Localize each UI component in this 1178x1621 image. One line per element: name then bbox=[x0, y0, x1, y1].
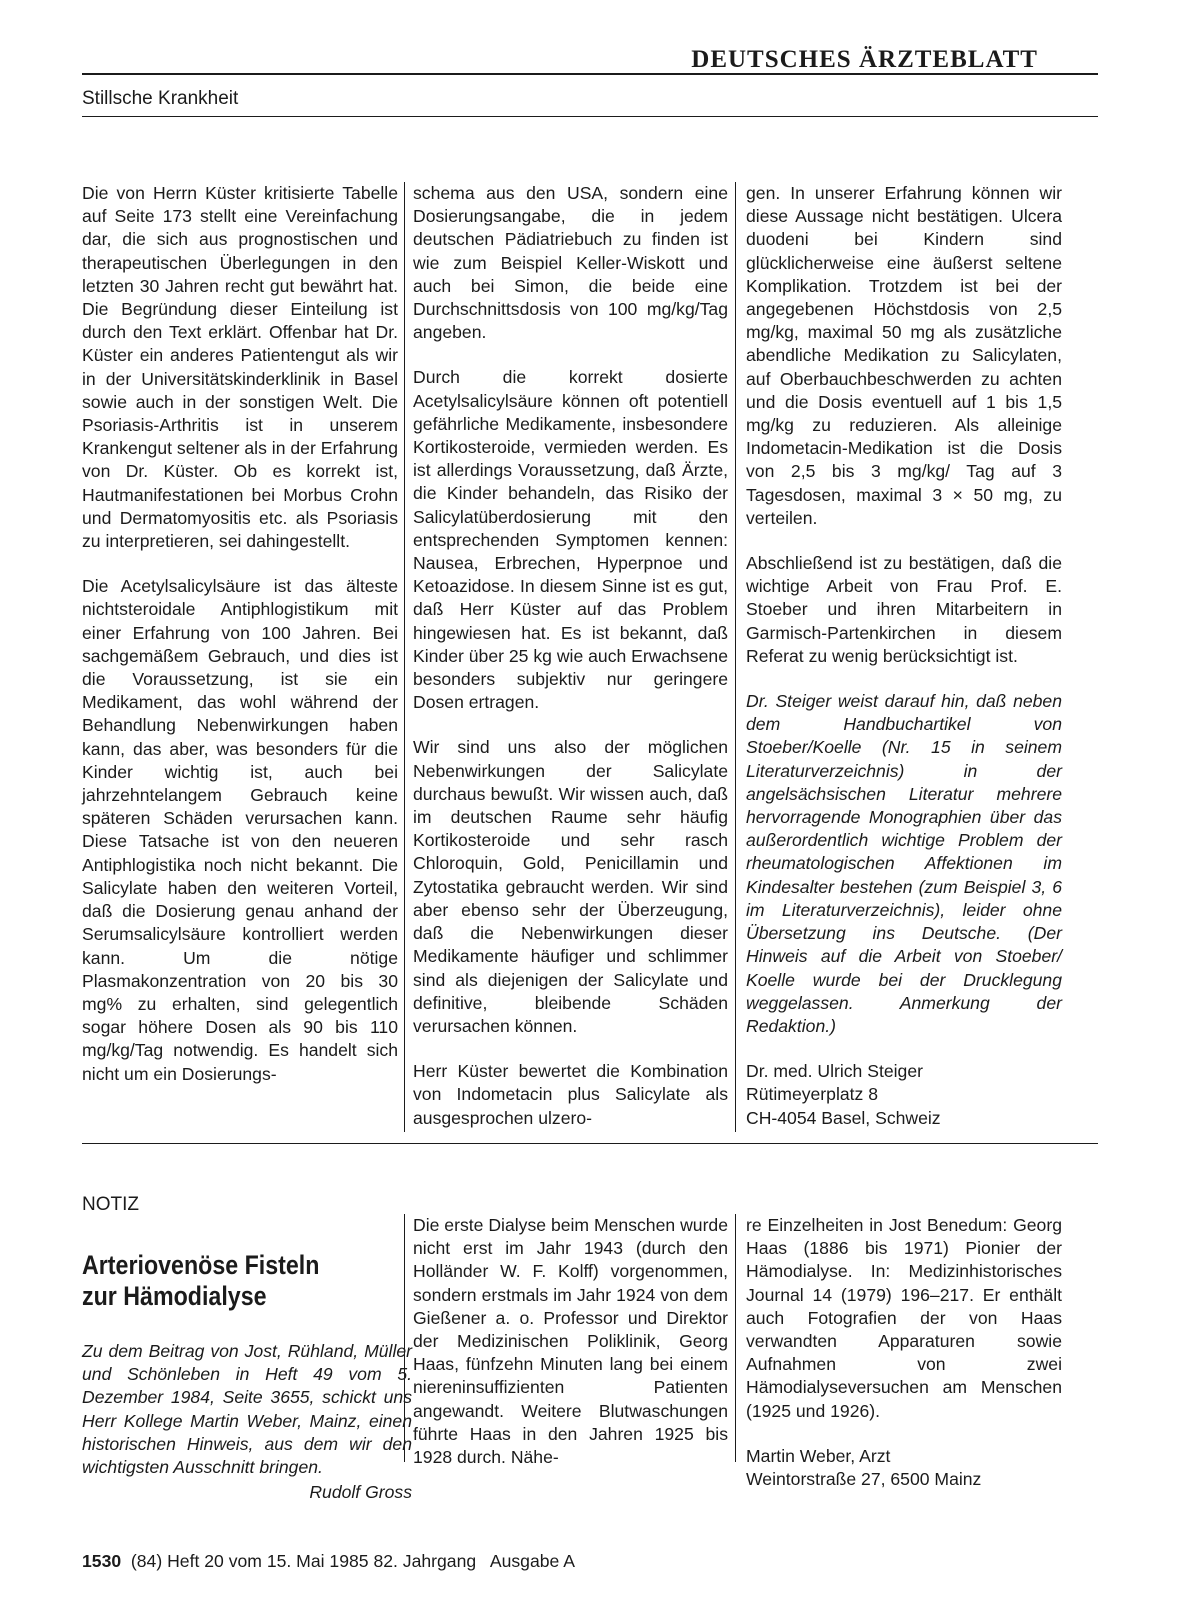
paragraph: Die erste Dialyse beim Menschen wurde nicht erst im Jahr 1943 (durch den Holländer W. F. Kolff) vorgenommen, sondern erstmals im Jahr 1924 von dem Gießener a. o. Professor und Direktor der Medizinischen Poliklinik, Georg Haas, fünfzehn Minuten lang bei einem niereninsuffizienten Patienten angewandt. Weitere Blutwaschungen führte Haas in den Jahren 1925 bis 1928 durch. Nähe- bbox=[413, 1215, 728, 1468]
signature-line: Martin Weber, Arzt bbox=[746, 1445, 891, 1466]
paragraph: Herr Küster bewertet die Kombination von Indometacin plus Salicylate als ausgesprochen ulzero- bbox=[413, 1061, 728, 1128]
masthead-rule bbox=[82, 73, 1098, 75]
section-rule bbox=[82, 116, 1098, 117]
paragraph: schema aus den USA, sondern eine Dosierungsangabe, die in jedem deutschen Pädiatriebuch zu finden ist wie zum Beispiel Keller-Wiskott und auch bei Simon, die beide eine Durchschnittsdosis von 100 mg/kg/Tag angeben. bbox=[413, 183, 728, 343]
headline-line: Arteriovenöse Fisteln bbox=[82, 1250, 320, 1280]
signature-line: Rütimeyerplatz 8 bbox=[746, 1084, 879, 1105]
page-footer bbox=[82, 1551, 575, 1572]
notiz-signature bbox=[746, 1445, 1062, 1491]
column-divider bbox=[735, 182, 736, 1132]
notiz-column-3 bbox=[746, 1214, 1062, 1491]
paragraph: Wir sind uns also der möglichen Nebenwirkungen der Salicylate durchaus bewußt. Wir wissen auch, daß im deutschen Raume sehr häufig Kortikosteroide und sehr rasch Chloroquin, Gold, Penicillamin und Zytostatika gebraucht werden. Wir sind aber ebenso sehr der Überzeugung, daß die Nebenwirkungen dieser Medikamente häufiger und schlimmer sind als diejenigen der Salicylate und definitive, bleibende Schäden verursachen können. bbox=[413, 737, 728, 1036]
signature-line: CH-4054 Basel, Schweiz bbox=[746, 1107, 941, 1128]
paragraph: Abschließend ist zu bestätigen, daß die wichtige Arbeit von Frau Prof. E. Stoeber und ihren Mitarbeitern in Garmisch-Partenkirchen in diesem Referat zu wenig berücksichtigt ist. bbox=[746, 553, 1062, 666]
paragraph: re Einzelheiten in Jost Benedum: Georg Haas (1886 bis 1971) Pionier der Hämodialyse. In: Medizinhistorisches Journal 14 (1979) 196–217. Er enthält auch Fotografien der von Haas verwandten Apparaturen sowie Aufnahmen von zwei Hämodialyseversuchen am Menschen (1925 und 1926). bbox=[746, 1215, 1062, 1421]
masthead-title: DEUTSCHES ÄRZTEBLATT bbox=[691, 46, 1038, 73]
letter-signature bbox=[746, 1060, 1062, 1130]
editor-note: Dr. Steiger weist darauf hin, daß neben dem Handbuchartikel von Stoeber/Koelle (Nr. 15 in seinem Literaturverzeichnis) in der angelsächsischen Literatur mehrere hervorragende Monographien über das außerordentlich wichtige Problem der rheumatologischen Affektionen im Kindesalter bestehen (zum Beispiel 3, 6 im Literaturverzeichnis), leider ohne Übersetzung ins Deutsche. (Der Hinweis auf die Arbeit von Stoeber/ Koelle wurde bei der Drucklegung weggelassen. Anmerkung der Redaktion.) bbox=[746, 691, 1062, 1036]
notiz-headline bbox=[82, 1250, 366, 1312]
notiz-column-2 bbox=[413, 1214, 728, 1469]
letter-column-3 bbox=[746, 182, 1062, 1130]
headline-line: zur Hämodialyse bbox=[82, 1281, 267, 1311]
column-divider bbox=[404, 182, 405, 1132]
section-title: Stillsche Krankheit bbox=[82, 88, 239, 109]
signature-line: Weintorstraße 27, 6500 Mainz bbox=[746, 1469, 982, 1490]
letter-column-2 bbox=[413, 182, 728, 1130]
page-number: 1530 bbox=[82, 1551, 122, 1571]
paragraph: Die von Herrn Küster kritisierte Tabelle auf Seite 173 stellt eine Vereinfachung dar, die sich aus prognostischen und therapeutischen Überlegungen in den letzten 30 Jahren recht gut bewährt hat. Die Begründung dieser Einteilung ist durch den Text erklärt. Offenbar hat Dr. Küster ein anderes Patientengut als wir in der Universitätskinderklinik in Basel sowie auch in der sonstigen Welt. Die Psoriasis-Arthritis ist in unserem Krankengut seltener als in der Erfahrung von Dr. Küster. Ob es korrekt ist, Hautmanifestationen bei Morbus Crohn und Dermatomyositis etc. als Psoriasis zu interpretieren, sei dahingestellt. bbox=[82, 183, 398, 552]
signature-line: Dr. med. Ulrich Steiger bbox=[746, 1061, 923, 1082]
notiz-rule bbox=[82, 1143, 1098, 1144]
intro-author: Rudolf Gross bbox=[309, 1482, 412, 1503]
paragraph: gen. In unserer Erfahrung können wir diese Aussage nicht bestätigen. Ulcera duodeni bei Kindern sind glücklicherweise eine äußerst seltene Komplikation. Trotzdem ist bei der angegebenen Höchstdosis von 2,5 mg/kg, maximal 50 mg als zusätzliche abendliche Medikation zu Salicylaten, auf Oberbauchbeschwerden zu achten und die Dosis eventuell auf 1 bis 1,5 mg/kg zu reduzieren. Als alleinige Indometacin-Medikation ist die Dosis von 2,5 bis 3 mg/kg/ Tag auf 3 Tagesdosen, maximal 3 × 50 mg, zu verteilen. bbox=[746, 183, 1062, 528]
intro-text: Zu dem Beitrag von Jost, Rühland, Müller und Schönleben in Heft 49 vom 5. Dezember 1984, Seite 3655, schickt uns Herr Kollege Martin Weber, Mainz, einen historischen Hinweis, aus dem wir den wichtigsten Ausschnitt bringen. bbox=[82, 1341, 412, 1478]
notiz-intro bbox=[82, 1340, 412, 1504]
letter-column-1 bbox=[82, 182, 398, 1086]
column-divider bbox=[404, 1214, 405, 1462]
notiz-label: NOTIZ bbox=[82, 1194, 139, 1215]
paragraph: Durch die korrekt dosierte Acetylsalicylsäure können oft potentiell gefährliche Medikamente, insbesondere Kortikosteroide, vermieden werden. Es ist allerdings Voraussetzung, daß Ärzte, die Kinder behandeln, das Risiko der Salicylatüberdosierung mit den entsprechenden Symptomen kennen: Nausea, Erbrechen, Hyperpnoe und Ketoazidose. In diesem Sinne ist es gut, daß Herr Küster auf das Problem hingewiesen hat. Es ist bekannt, daß Kinder über 25 kg wie auch Erwachsene besonders subjektiv nur geringere Dosen ertragen. bbox=[413, 367, 728, 713]
column-divider bbox=[735, 1214, 736, 1462]
issue-info: (84) Heft 20 vom 15. Mai 1985 82. Jahrgang Ausgabe A bbox=[121, 1551, 575, 1571]
paragraph: Die Acetylsalicylsäure ist das älteste nichtsteroidale Antiphlogistikum mit einer Erfahrung von 100 Jahren. Bei sachgemäßem Gebrauch, und dies ist die Voraussetzung, ist sie ein Medikament, das wohl während der Behandlung Nebenwirkungen haben kann, das aber, was besonders für die Kinder wichtig ist, auch bei jahrzehntelangem Gebrauch keine späteren Schäden verursachen kann. Diese Tatsache ist von den neueren Antiphlogistika noch nicht bekannt. Die Salicylate haben den weiteren Vorteil, daß die Dosierung genau anhand der Serumsalicylsäure kontrolliert werden kann. Um die nötige Plasmakonzentration von 20 bis 30 mg% zu erhalten, sind gelegentlich sogar höhere Dosen als 90 bis 110 mg/kg/Tag notwendig. Es handelt sich nicht um ein Dosierungs- bbox=[82, 576, 398, 1084]
